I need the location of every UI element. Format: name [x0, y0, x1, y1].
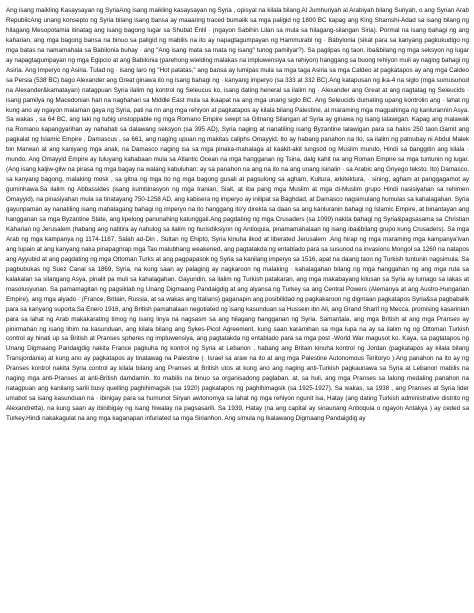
document-body-text: Ang isang maikling Kasaysayan ng SyriaAng isang maikling kasaysayan ng Syria , opisyal na kilala bilang Al Jumhuriyah al Arabiyah bilang Suriyah, o ang Syrian Arab RepublicAng unang konsepto ng Syria bilang isang bansa ay maaaring traced bumalik sa mga paligid ng 1800 BC kapag ang King Shamshi-Adad sa isang bilang ng hilagang Mesopotamia itinatag ang isang bagong lugar sa Shubat Enlil · (ngayon Sabihin Lilan sa mula sa hilagang-silangan Siria). Pormal na isang bahagi ng ang kaharian, ang mga bagong bansa na binuo sa paligid ng mabilis na ito ay napagtagumpayan ng Hammurabi ng · Babylonia (sikat para sa kanyang pagkukudigo ng mga batas na namamahala sa Babilonia buhay · ang "Ang isang mata sa mata ng isang" tunog pamilyar?). Sa paglipas ng taon, iba&bilang ng mga seksyon ng lugar ay napagtagumpayan ng mga Egipcio at ang Babilonia (parehong wielding malakas na impluwensiya sa rehiyon) hanggang sa buong rehiyon muli ay naging bahagi ng Asiria. Ang Imperyo ng Asiria. Tulad ng · isang laro ng "Hot patatas," ang bansa ay lumipas mula sa mga taga Asiria sa mga Caldeo at pagkatapos ay ang mga Caldeo sa Persia (538 BC) bago Alexander ang Great ginawa ito ng isang bahagi ng · kanyang imperyo (sa 333 at 332 BC).Ang katapusan ng ika-4 na siglo (mga sumusunod na Alexander&kamatayan) natagpuan Syria ilalim ng kontrol ng Seleucus ko, isang dating heneral sa ilalim ng · Alexander ang Great at ang nagtatag ng Seleucids · isang pamilya ng Macedonian hari na naghahari sa Middle East mula sa ikaapat na ang mga unang siglo BC. Ang Seleucids dumating upang kontrolin ang · lahat ng kung ano ay ngayon malaman gaya ng Syria, pati na rin ang mga rehiyon at pagkatapos ay kilala bilang Palestine, at maraming mga magpahinga ng kanlurannin Asya. Sa wakas , sa 64 BC, ang laki ng tubig unstoppable ng mga Romano Empire swept sa Gitnang Silangan at Syria ay ginawa ng isang lalawigan. Kapag ang malawak na Romano kapangyarihan ay nahahati sa dalawang seksyon (sa 395 AD), Syria naging at nanatiling isang Byzantine lalawigan para sa halos 250 taon.Gamit ang pagkalat ng Islamic Empire , Damascus , sa 661, ang naging upuan ng makitas caliphs Omayyid. Ito ay habang panahon na ito, sa ilalim ng patnubay ni Abdul Malek bin Marwan at ang kaniyang mga anak, na Damasco naging isa sa mga pinaka-mahalaga at kaakit-akit lungsod ng Muslim mundo, Hindi sa banggitin ang kilala · mundo. Ang Omayyid Empire ay tuluyang kahabaan mula sa Atlantic Ocean na mga hangganan ng Tsina, dalg kahit na ang Roman Empire sa mga tuntunin ng lugar. (Ang isang kaljiw-gilw na pirasa ng mga bagay na walang kabuluhan: ay sa panahon na ang na ito na ang unang isinalin · sa Arabic ang Griyego teksto. Ito) Damasco, sa kanyang bagong, malaking mosk , sa gitna ng mga ito ng mga bagong gusali at pagsulong sa agham, Kultura, arkitektura, · sining, agham at panggagamot ay guminhawa.Sa ilalim ng Abbassides (isang kumbinasyon ng mga Iranian, Siait, at iba pang mga Muslim at mga di-Muslim grupo Hindi nasisiyahan sa rehimen Omayyid), na pinasiyahan mula sa tinatayang 750-1258 AD, ang kabisera ng imperyo ay inilipat sa Baghdad, at Damasco nagsimulang humulas sa kahalagahan. Syria gayunpaman ay nanatiling isang mahalagang bahagi ng imperyo na ito hanggang ito'y direkta sa daan sa ang kanluranin bahagi ng Islamic Empire, at binantayan ang hangganan sa mga Byzantine State, ang lipelong panunahing katunggali.Ang pagdating ng mga Crusaders (sa 1099) nakita bahagi ng Syria&pagsasama sa Christian Kaharian ng Jerusalem (habang ang natitira ay nahulog sa ilalim ng hurisdiksiyon ng Antioquia, pinamamahalaan ng isang iba&bilang grupo kung Crusaders). Sa mga Arab ng mga kampanya ng 1174-1187, Salah ad-Din , Sultan ng Ehipto, Syria kinuha ilkod at liberated Jerusalem .Ang hirap ng mga maraming mga kampanya'ivan ang lupain at ang kanyang naka pinapagrirap mga Tao malubhang weakened, ang pagtatakda ng entablado para sa susunod na invasions Mongol sa 1260 na natapos ang Ayyubid at ang pagdating ng mga Ottoman Turks at ang pagpapasok ng Syria sa kanilang imperyo sa 1516, apat na daang taon ng Turkish tuntunin nagsimula. Sa pagbubukas ng Suez Canal sa 1869, Syria, na kung saan ay palaging ay nagkaroon ng malaking · kahalagahan bilang ng mga hanggahan ng ang mga ruta sa kalakalan sa silangang Asya, pinalit pa muli sa kahalagahan. Gayundin, sa ilalim ng Turkish patakaran, ang mga makabayang kilusan sa Syria ay lumago sa lakas at masolusyunan. Sa pamamagitan ng pagsiklab ng Unang Digmaang Pandaigdig at ang alyansa ng Turkey sa ang Central Powers (Alemanya at ang Austro-Hungarian Empire), ang mga alyado · (France, Britain, Russia, at sa wakas ang Italians) gaganapin ang posibilidad ng pagkakaroon ng digmaan pagkatapos Syria&sa pagbabalik para sa kanyang suporta.Sa Enero 1916, ang British pamahalaan negotiated ng isang kasunduan sa Hussein ibn Ali, ang Grand Sharif ng Mecca, promising kasarinlan para sa lahat ng Arab makakarating timog ng isang linya na nagsasm sa ang hilagang hangganan ng Syria. Samantala, ang mga British at ang mga Pranses ay pinirmahan ng isang lihim na kasunduan, ang kilala bilang ang Sykes-Picot Agreement, kung saan karamihan sa mga lupa na ay sa ilalim ng ng Ottoman Turkish control ay hinati up sa British at Pranses spheres ng impluwensiya, ang pagtatakda ng entablado para sa mga post -World War magusot ko. Kaya, sa pagtatapos ng Unang Digmaang Pandaigdig nakita France pagkuha ng kontrol ng Syria at Lebanon , habang ang Britain kinuha kontrol ng Jordan (pagkatapos ay kilala bilang Transjordania) at kung ano ay pagkatapos ay tinatawag na Palestine (· Israel sa araw na ito at ang mga Palestine Autonomous Teritoryo ).Ang panahon na ito ay ng Pranses kontrol nakita Syria control ay kilala bilang ang Pranses at British utos at kung ano ang naging anti-Turkish pagkaunawa sa Syria at Lebanon mabilis na naging mga anti-Pranses at anti-British damdamin. Ito mabilis na binuo sa organisadong paglaban, at, sa huli, ang mga Pranses sa lalong medaling panahon na natagpuan ang kanilang sarili busy quelling paghihimagsik (sa 1920) pagkatapos ng paghihimagsik (sa 1925-1927). Sa wakas, sa 1938 , ang Pranses at Syria lider umabot sa isang kasunduan na · ibinigay para sa humunot Siryan awtonomya sa lahat ng mga rehiyon ngunit isa, Hatay (ang dating Turkish administrative distrito ng Alexandretta), na kung saan ay ibinibigay ng isang hiwalay na pagsasarili. Sa 1939, Hatay (na ang capital ay sinaunang Antioquia o ngayon Antakya ) ay ceded sa Turkey.Hindi nakakagulat na ang mga kaganapan infuriated sa mga Sirianhon. Ang simula ng Ikalawang Digmaang Pandaigdig ay	[6, 7, 469, 423]
